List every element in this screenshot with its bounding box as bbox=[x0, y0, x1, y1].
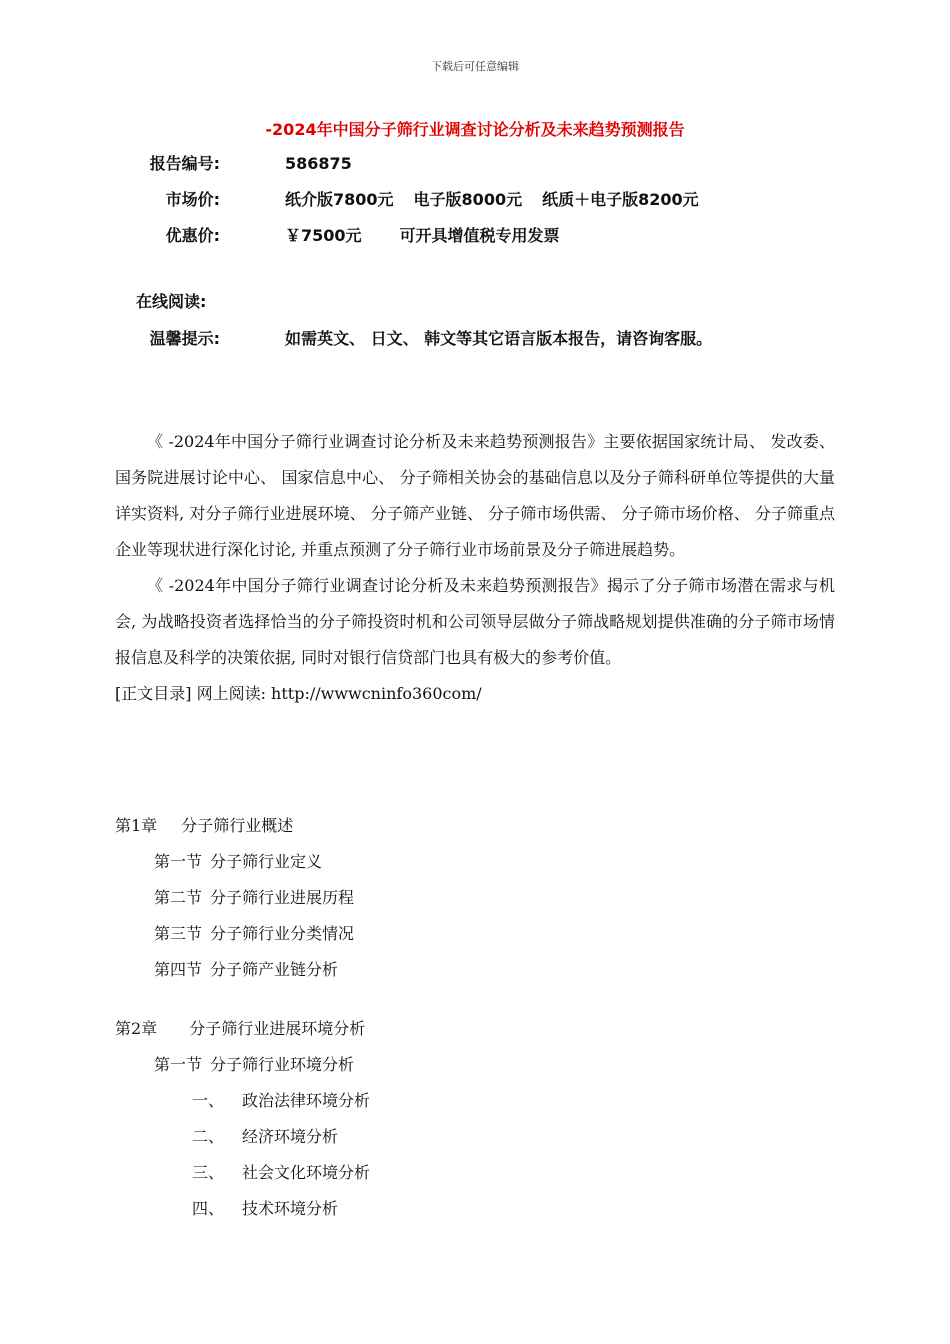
toc-section-1-4 bbox=[154, 958, 338, 982]
tip-row bbox=[0, 327, 950, 351]
toc-item-2-1-1 bbox=[192, 1089, 370, 1113]
toc-section-number: 第四节 bbox=[154, 960, 203, 979]
online-read-row bbox=[0, 290, 950, 314]
discount-price: ￥7500元 bbox=[285, 226, 362, 245]
report-title: -2024年中国分子筛行业调查讨论分析及未来趋势预测报告 bbox=[265, 120, 685, 139]
market-price-row bbox=[0, 188, 950, 212]
price-paper: 纸介版7800元 bbox=[285, 190, 394, 209]
description-paragraph-1: 《 -2024年中国分子筛行业调查讨论分析及未来趋势预测报告》主要依据国家统计局、 发改委、 国务院进展讨论中心、 国家信息中心、 分子筛相关协会的基础信息以及分子筛科研单位等提供的大量详实资料, 对分子筛行业进展环境、 分子筛产业链、 分子筛市场供需、 分子筛市场价格、 分子筛重点企业等现状进行深化讨论, 并重点预测了分子筛行业市场前景及分子筛进展趋势。 bbox=[115, 432, 835, 559]
report-number-label: 报告编号: bbox=[149, 154, 220, 173]
toc-item-title: 政治法律环境分析 bbox=[242, 1091, 371, 1110]
toc-item-number: 二、 bbox=[192, 1127, 225, 1146]
toc-section-2-1 bbox=[154, 1053, 354, 1077]
toc-section-title: 分子筛行业环境分析 bbox=[210, 1055, 355, 1074]
toc-section-title: 分子筛行业定义 bbox=[210, 852, 323, 871]
toc-chapter-number: 第1章 bbox=[115, 816, 158, 835]
toc-item-2-1-4 bbox=[192, 1197, 338, 1221]
tip-value: 如需英文、 日文、 韩文等其它语言版本报告，请咨询客服。 bbox=[285, 329, 713, 348]
discount-price-values bbox=[285, 224, 560, 248]
report-number-row bbox=[0, 152, 950, 176]
toc-online-link[interactable]: [正文目录] 网上阅读: http://wwwcninfo360com/ bbox=[115, 684, 482, 703]
online-read-label: 在线阅读: bbox=[136, 292, 207, 311]
toc-section-number: 第二节 bbox=[154, 888, 203, 907]
market-price-label: 市场价: bbox=[165, 190, 220, 209]
discount-price-label: 优惠价: bbox=[165, 226, 220, 245]
report-number-value: 586875 bbox=[285, 154, 352, 173]
toc-item-number: 四、 bbox=[192, 1199, 225, 1218]
toc-chapter-title: 分子筛行业进展环境分析 bbox=[189, 1019, 366, 1038]
market-price-values bbox=[285, 188, 699, 212]
toc-item-number: 三、 bbox=[192, 1163, 225, 1182]
toc-item-title: 经济环境分析 bbox=[242, 1127, 339, 1146]
report-description bbox=[115, 424, 835, 712]
toc-section-number: 第三节 bbox=[154, 924, 203, 943]
description-paragraph-2: 《 -2024年中国分子筛行业调查讨论分析及未来趋势预测报告》揭示了分子筛市场潜在需求与机会, 为战略投资者选择恰当的分子筛投资时机和公司领导层做分子筛战略规划提供准确的分子筛市场情报信息及科学的决策依据, 同时对银行信贷部门也具有极大的参考价值。 bbox=[115, 576, 835, 667]
toc-chapter-title: 分子筛行业概述 bbox=[181, 816, 294, 835]
toc-section-title: 分子筛产业链分析 bbox=[210, 960, 339, 979]
toc-section-title: 分子筛行业进展历程 bbox=[210, 888, 355, 907]
toc-item-title: 技术环境分析 bbox=[242, 1199, 339, 1218]
toc-item-title: 社会文化环境分析 bbox=[242, 1163, 371, 1182]
toc-section-title: 分子筛行业分类情况 bbox=[210, 924, 355, 943]
toc-section-1-3 bbox=[154, 922, 354, 946]
toc-section-1-2 bbox=[154, 886, 354, 910]
page-header-note: 下载后可任意编辑 bbox=[431, 60, 519, 73]
toc-chapter-number: 第2章 bbox=[115, 1019, 158, 1038]
toc-item-number: 一、 bbox=[192, 1091, 225, 1110]
price-electronic: 电子版8000元 bbox=[413, 190, 523, 209]
toc-item-2-1-3 bbox=[192, 1161, 370, 1185]
invoice-note: 可开具增值税专用发票 bbox=[399, 226, 560, 245]
toc-section-number: 第一节 bbox=[154, 852, 203, 871]
toc-chapter-2 bbox=[115, 1017, 365, 1041]
toc-section-1-1 bbox=[154, 850, 322, 874]
toc-section-number: 第一节 bbox=[154, 1055, 203, 1074]
discount-price-row bbox=[0, 224, 950, 248]
price-both: 纸质＋电子版8200元 bbox=[542, 190, 699, 209]
toc-item-2-1-2 bbox=[192, 1125, 338, 1149]
toc-chapter-1 bbox=[115, 814, 293, 838]
tip-label: 温馨提示: bbox=[149, 329, 220, 348]
